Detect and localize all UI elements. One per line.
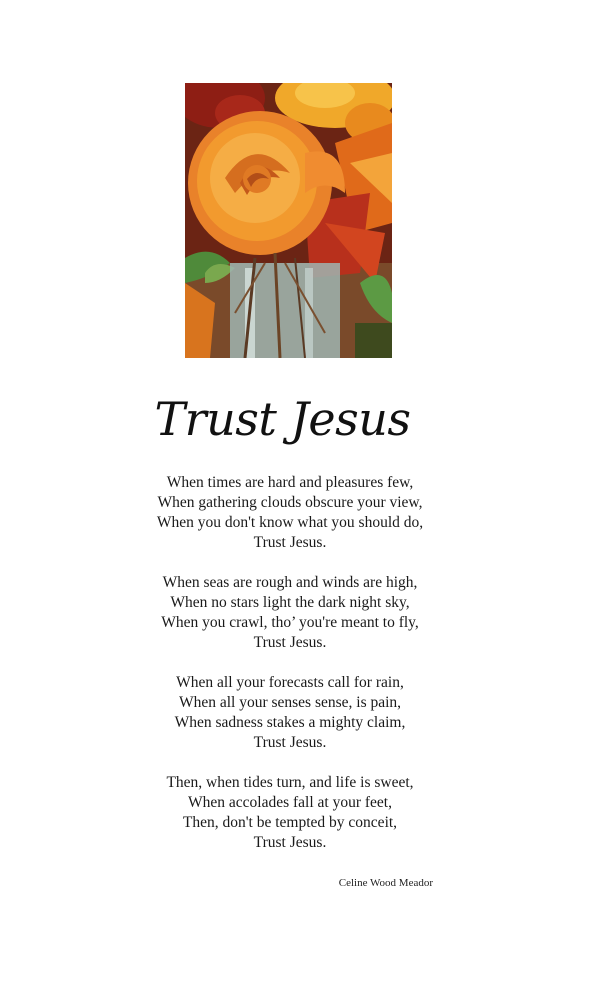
poem-body [90,473,490,873]
poem-line: When times are hard and pleasures few, [166,474,414,491]
poem-line: Trust Jesus. [253,534,327,551]
poem-line: When you don't know what you should do, [156,514,424,531]
poem-line: When you crawl, tho’ you're meant to fly, [161,614,419,631]
flower-bouquet-image [185,83,392,358]
autumn-flower-bouquet-icon [185,83,392,358]
stanza-3 [90,673,490,753]
poem-line: When gathering clouds obscure your view, [157,494,423,511]
poem-line: When no stars light the dark night sky, [170,594,410,611]
poem-line: When all your forecasts call for rain, [176,674,404,691]
poem-line: When all your senses sense, is pain, [178,694,402,711]
poem-title: Trust Jesus [154,392,411,446]
poem-line: When seas are rough and winds are high, [162,574,418,591]
stanza-4 [90,773,490,853]
stanza-2 [90,573,490,653]
poem-line: Then, when tides turn, and life is sweet, [166,774,414,791]
poem-line: Trust Jesus. [253,834,327,851]
poem-line: Trust Jesus. [253,734,327,751]
stanza-1 [90,473,490,553]
poem-line: When accolades fall at your feet, [188,794,392,811]
poem-line: Trust Jesus. [253,634,327,651]
poem-line: When sadness stakes a mighty claim, [174,714,406,731]
poem-author: Celine Wood Meador [338,877,433,889]
poem-line: Then, don't be tempted by conceit, [182,814,398,831]
